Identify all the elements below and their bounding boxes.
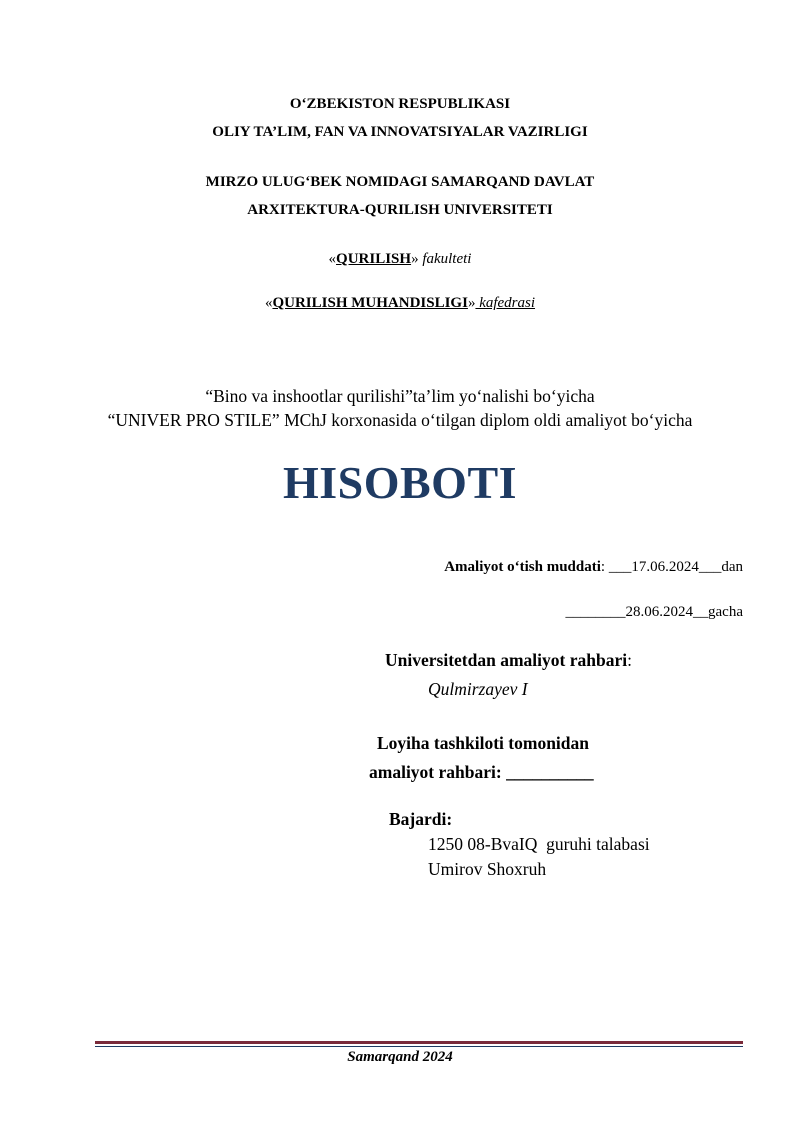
faculty-line	[0, 251, 800, 268]
period-to	[566, 604, 743, 621]
header-ministry: OLIY TA’LIM, FAN VA INNOVATSIYALAR VAZIRLIGI	[212, 124, 588, 140]
period-colon: :	[600, 559, 609, 575]
department-suffix: kafedrasi	[475, 295, 536, 311]
intro-line1: “Bino va inshootlar qurilishi”ta’lim yo‘nalishi bo‘yicha	[205, 386, 595, 406]
department-name: QURILISH MUHANDISLIGI	[272, 295, 468, 311]
intro-line2: “UNIVER PRO STILE” MChJ korxonasida o‘tilgan diplom oldi amaliyot bo‘yicha	[107, 410, 693, 430]
performer-group: 1250 08-BvaIQ guruhi talabasi	[428, 834, 650, 854]
uni-supervisor-label-line	[385, 650, 632, 671]
period-label: Amaliyot o‘tish muddati	[444, 559, 601, 575]
footer-city-year: Samarqand 2024	[347, 1049, 453, 1065]
document-title: HISOBOTI	[282, 457, 518, 508]
department-line	[0, 295, 800, 312]
performer-label: Bajardi:	[389, 809, 453, 829]
org-supervisor-line2: amaliyot rahbari: __________	[369, 762, 594, 782]
department-open-quote: «	[264, 295, 273, 311]
department-close-quote: »	[467, 295, 476, 311]
faculty-suffix: fakulteti	[418, 251, 472, 267]
uni-supervisor-colon: :	[627, 650, 632, 670]
period-from-date: ___17.06.2024___dan	[608, 559, 743, 575]
faculty-close-quote: »	[411, 251, 419, 267]
org-supervisor-line1: Loyiha tashkiloti tomonidan	[377, 733, 589, 753]
header-university-line1: MIRZO ULUG‘BEK NOMIDAGI SAMARQAND DAVLAT	[205, 174, 595, 190]
footer-rule-thin	[95, 1046, 743, 1047]
faculty-name: QURILISH	[336, 251, 412, 267]
performer-name: Umirov Shoxruh	[428, 859, 547, 879]
header-university-line2: ARXITEKTURA-QURILISH UNIVERSITETI	[247, 202, 553, 218]
uni-supervisor-name: Qulmirzayev I	[428, 679, 528, 699]
uni-supervisor-label: Universitetdan amaliyot rahbari	[385, 650, 628, 670]
faculty-open-quote: «	[328, 251, 337, 267]
header-republic: O‘ZBEKISTON RESPUBLIKASI	[289, 96, 511, 112]
footer-rule-thick	[95, 1041, 743, 1044]
period-to-date: ________28.06.2024__gacha	[565, 604, 743, 620]
period-from	[444, 559, 743, 576]
